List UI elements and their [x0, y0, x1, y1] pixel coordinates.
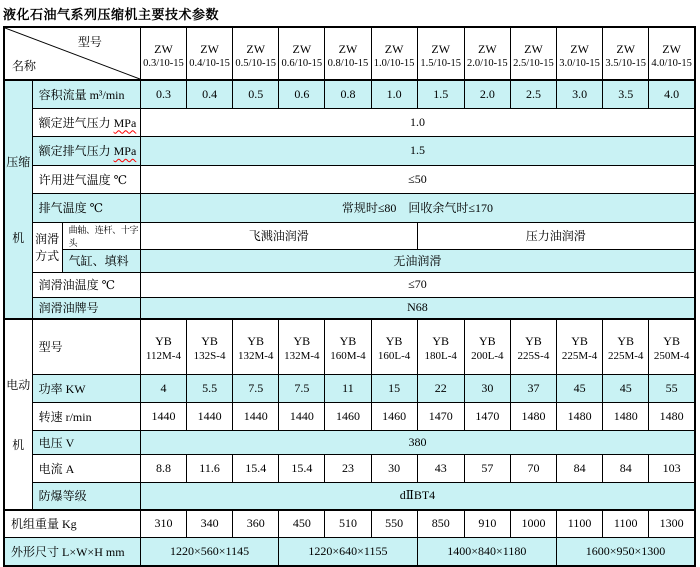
column-header: ZW 3.5/10-15	[603, 27, 649, 80]
row-label: 电流 A	[32, 454, 140, 482]
spec-value-merged: ≤70	[140, 272, 695, 297]
spec-value: 55	[649, 374, 695, 402]
row-power	[4, 374, 695, 402]
spec-value: YB 250M-4	[649, 319, 695, 374]
spec-value-merged: 1400×840×1180	[417, 537, 556, 566]
spec-value: 1300	[649, 510, 695, 537]
spec-value: 11	[325, 374, 371, 402]
row-current	[4, 454, 695, 482]
spec-value: 850	[417, 510, 464, 537]
spec-value: 45	[603, 374, 649, 402]
spec-value: 30	[371, 454, 417, 482]
spec-value-merged: 无油润滑	[140, 249, 695, 272]
spec-value: 11.6	[187, 454, 233, 482]
spec-value-merged: N68	[140, 297, 695, 319]
column-header: ZW 1.0/10-15	[371, 27, 417, 80]
spec-value: YB 132M-4	[279, 319, 325, 374]
page-title: 液化石油气系列压缩机主要技术参数	[3, 7, 220, 22]
spec-value-merged: 1.5	[140, 136, 695, 165]
spec-value-merged: 1.0	[140, 108, 695, 136]
spellcheck-underline: MPa	[113, 115, 137, 130]
spec-value: 1440	[233, 402, 279, 430]
spec-value: YB 160M-4	[325, 319, 371, 374]
spec-value: 7.5	[233, 374, 279, 402]
spec-value-merged: dⅡBT4	[140, 482, 695, 510]
column-header: ZW 0.6/10-15	[279, 27, 325, 80]
spec-value: 4	[140, 374, 186, 402]
spec-value: 70	[510, 454, 556, 482]
spec-value: 5.5	[187, 374, 233, 402]
spec-value: 1000	[510, 510, 556, 537]
row-label: 润滑油温度 ℃	[32, 272, 140, 297]
column-header: ZW 0.5/10-15	[233, 27, 279, 80]
spec-table	[3, 26, 696, 567]
row-volume-flow	[4, 80, 695, 108]
row-explosion-class	[4, 482, 695, 510]
spec-value-merged: 常规时≤80 回收余气时≤170	[140, 193, 695, 222]
spec-value: 1480	[603, 402, 649, 430]
spec-value: YB 225M-4	[603, 319, 649, 374]
spec-value-merged: 1220×560×1145	[140, 537, 278, 566]
row-speed	[4, 402, 695, 430]
diagonal-header-cell	[4, 27, 140, 80]
spec-value: 1480	[649, 402, 695, 430]
column-header: ZW 2.0/10-15	[464, 27, 510, 80]
row-intake-temp	[4, 165, 695, 193]
row-label: 曲轴、连杆、十字头	[62, 222, 140, 249]
spec-value-merged: 1600×950×1300	[557, 537, 696, 566]
row-label: 润滑油牌号	[32, 297, 140, 319]
spec-value: 103	[649, 454, 695, 482]
row-label: 电压 V	[32, 430, 140, 454]
row-label: 转速 r/min	[32, 402, 140, 430]
spec-value: 1100	[557, 510, 603, 537]
column-header: ZW 2.5/10-15	[510, 27, 556, 80]
spec-value: 84	[557, 454, 603, 482]
section-label-motor: 电动机	[4, 319, 32, 510]
spec-value: 45	[557, 374, 603, 402]
spec-value: 3.0	[557, 80, 603, 108]
spec-value: 1.5	[417, 80, 464, 108]
spec-value: YB 180L-4	[417, 319, 464, 374]
spec-value: 15.4	[233, 454, 279, 482]
spec-value: 1470	[464, 402, 510, 430]
spec-value: YB 112M-4	[140, 319, 186, 374]
spec-value: 1440	[140, 402, 186, 430]
row-label: 防爆等级	[32, 482, 140, 510]
spec-value: 22	[417, 374, 464, 402]
row-label: 外形尺寸 L×W×H mm	[4, 537, 140, 566]
spec-value: 4.0	[649, 80, 695, 108]
spec-value: 1.0	[371, 80, 417, 108]
spec-value: 57	[464, 454, 510, 482]
spec-value: 550	[371, 510, 417, 537]
row-exhaust-temp	[4, 193, 695, 222]
row-lube-crank	[4, 222, 695, 249]
spec-value: 8.8	[140, 454, 186, 482]
row-label: 气缸、填料	[62, 249, 140, 272]
spec-value: 1440	[279, 402, 325, 430]
row-oil-temp	[4, 272, 695, 297]
spec-value: 23	[325, 454, 371, 482]
spec-value-merged: 飞溅油润滑	[140, 222, 417, 249]
row-exhaust-pressure	[4, 136, 695, 165]
section-label-compressor: 压缩机	[4, 80, 32, 319]
header-row	[4, 27, 695, 80]
row-motor-model	[4, 319, 695, 374]
spec-value: 1480	[557, 402, 603, 430]
spec-value: 37	[510, 374, 556, 402]
spec-value-merged: 380	[140, 430, 695, 454]
spec-value: 310	[140, 510, 186, 537]
row-label: 额定进气压力 MPa	[32, 108, 140, 136]
row-label: 型号	[32, 319, 140, 374]
column-header: ZW 0.8/10-15	[325, 27, 371, 80]
spec-value: 15.4	[279, 454, 325, 482]
spec-value: 2.5	[510, 80, 556, 108]
column-header: ZW 1.5/10-15	[417, 27, 464, 80]
lube-mode-label: 润滑 方式	[32, 222, 62, 272]
spec-value-merged: 压力油润滑	[417, 222, 695, 249]
column-header: ZW 3.0/10-15	[557, 27, 603, 80]
spec-value: 15	[371, 374, 417, 402]
spec-value: 3.5	[603, 80, 649, 108]
spellcheck-underline: MPa	[113, 144, 137, 158]
row-voltage	[4, 430, 695, 454]
row-label: 容积流量 m³/min	[32, 80, 140, 108]
column-header: ZW 0.3/10-15	[140, 27, 186, 80]
row-intake-pressure	[4, 108, 695, 136]
spec-value: 0.5	[233, 80, 279, 108]
spec-value: 510	[325, 510, 371, 537]
spec-value: 1440	[187, 402, 233, 430]
spec-value: YB 200L-4	[464, 319, 510, 374]
spec-value: YB 160L-4	[371, 319, 417, 374]
header-model-label: 型号	[77, 35, 102, 49]
row-label: 许用进气温度 ℃	[32, 165, 140, 193]
spec-value: 360	[233, 510, 279, 537]
spec-value: 1100	[603, 510, 649, 537]
spec-value: 0.6	[279, 80, 325, 108]
column-header: ZW 4.0/10-15	[649, 27, 695, 80]
spec-value: 43	[417, 454, 464, 482]
spec-value: YB 225S-4	[510, 319, 556, 374]
spec-value: 0.8	[325, 80, 371, 108]
spec-value: 340	[187, 510, 233, 537]
spec-value: 84	[603, 454, 649, 482]
spec-value: 7.5	[279, 374, 325, 402]
column-header: ZW 0.4/10-15	[187, 27, 233, 80]
spec-value-merged: 1220×640×1155	[279, 537, 417, 566]
spec-value: YB 132S-4	[187, 319, 233, 374]
spec-value-merged: ≤50	[140, 165, 695, 193]
spec-value: 0.4	[187, 80, 233, 108]
row-label: 机组重量 Kg	[4, 510, 140, 537]
spec-value: 910	[464, 510, 510, 537]
spec-value: 0.3	[140, 80, 186, 108]
row-lube-cylinder	[4, 249, 695, 272]
row-label: 额定排气压力 MPa	[32, 136, 140, 165]
spec-value: 450	[279, 510, 325, 537]
spec-value: 2.0	[464, 80, 510, 108]
row-label: 排气温度 ℃	[32, 193, 140, 222]
spec-value: 1470	[417, 402, 464, 430]
spec-value: YB 225M-4	[557, 319, 603, 374]
header-name-label: 名称	[12, 59, 37, 73]
row-label: 功率 KW	[32, 374, 140, 402]
row-oil-grade	[4, 297, 695, 319]
spec-value: 1460	[371, 402, 417, 430]
spec-value: 1480	[510, 402, 556, 430]
spec-value: 1460	[325, 402, 371, 430]
spec-value: YB 132M-4	[233, 319, 279, 374]
spec-value: 30	[464, 374, 510, 402]
row-unit-weight	[4, 510, 695, 537]
